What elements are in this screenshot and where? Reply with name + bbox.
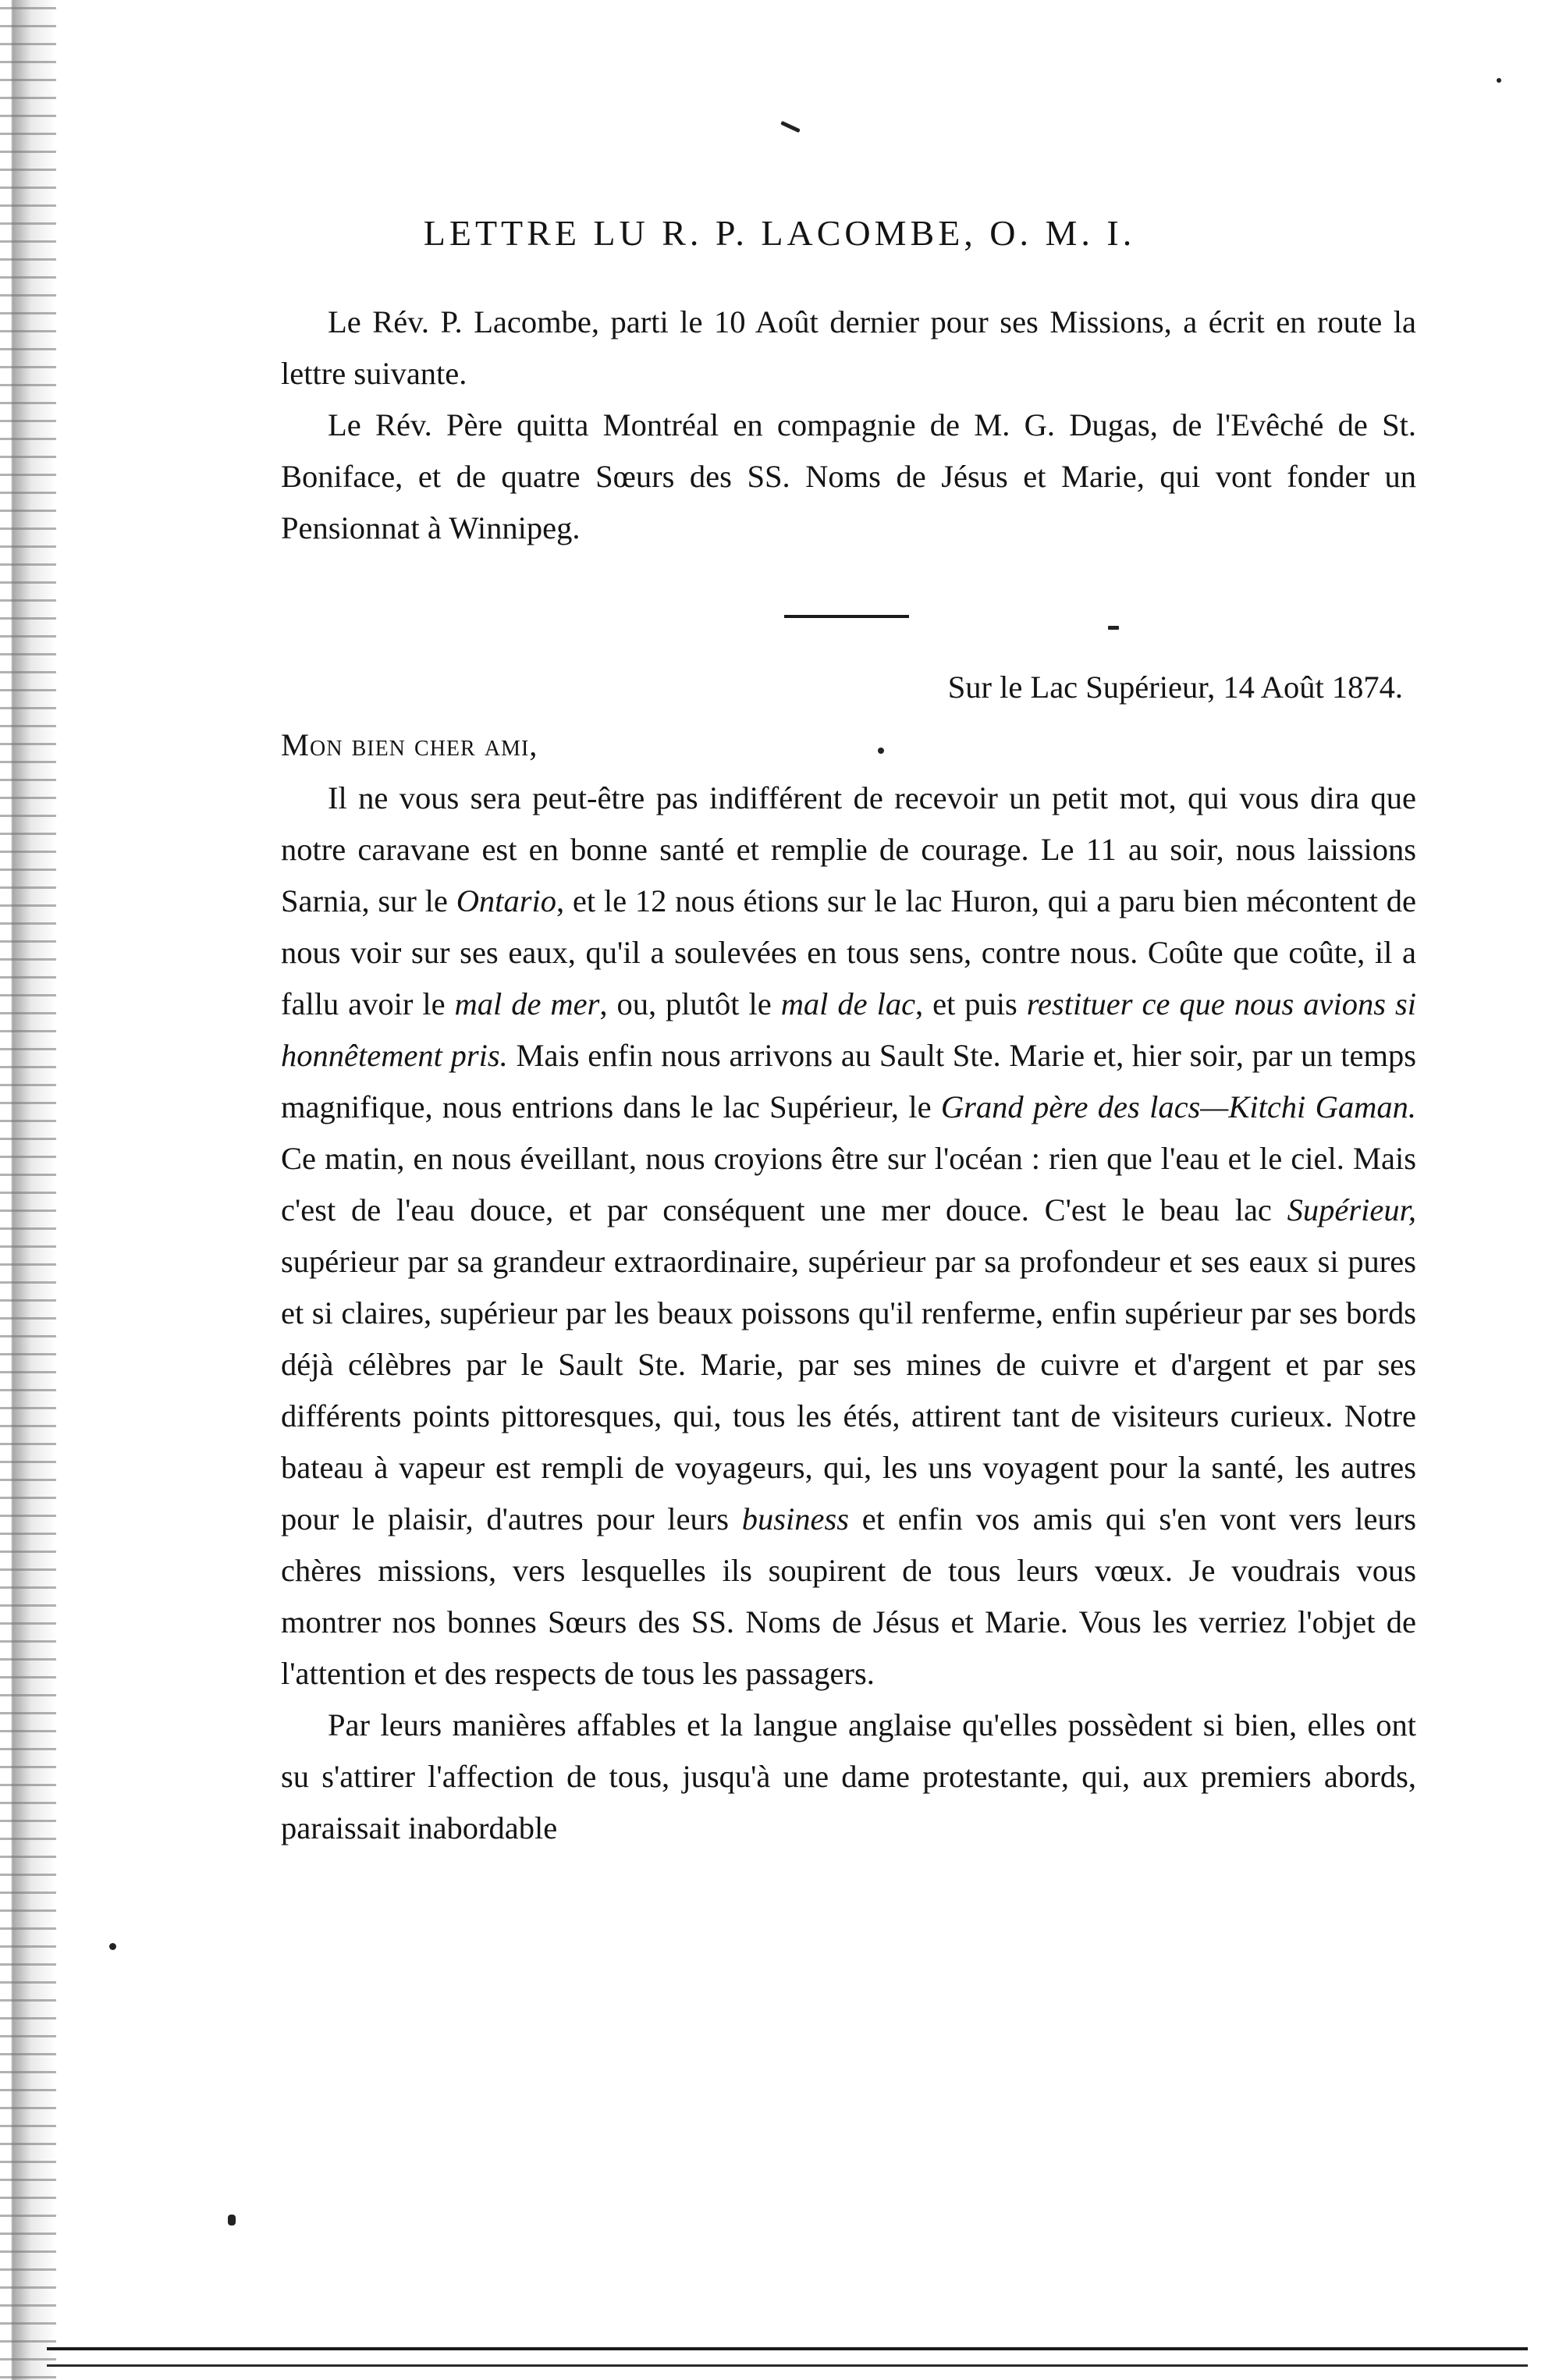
- speck: [228, 2215, 236, 2225]
- salutation: Mon bien cher ami,: [281, 727, 538, 762]
- italic-phrase: restituer ce que nous avions si honnêtement pris.: [281, 986, 1416, 1073]
- body-text: , et puis: [915, 986, 1027, 1021]
- body-text: et enfin vos amis qui s'en vont vers leurs chères missions, vers lesquelles ils soupirent de tous leurs vœux. Je voudrais vous montrer nos bonnes Sœurs des SS. Noms de Jésus et Marie. Vous les verriez l'objet de l'attention et des respects de tous les passagers.: [281, 1501, 1416, 1691]
- body-text: supérieur par sa grandeur extraordinaire, supérieur par sa profondeur et ses eaux si pures et si claires, supérieur par les beaux poissons qu'il renferme, enfin supérieur par ses bords déjà célèbres par le Sault Ste. Marie, par ses mines de cuivre et d'argent et par ses différents points pittoresques, qui, tous les étés, attirent tant de visiteurs curieux. Notre bateau à vapeur est rempli de voyageurs, qui, les uns voyagent pour la santé, les autres pour le plaisir, d'autres pour leurs: [281, 1244, 1416, 1536]
- speck: [878, 748, 884, 754]
- section-divider: [784, 615, 909, 618]
- dateline: Sur le Lac Supérieur, 14 Août 1874.: [947, 670, 1403, 705]
- bottom-rule: [47, 2347, 1528, 2350]
- intro-paragraph: Le Rév. P. Lacombe, parti le 10 Août dernier pour ses Missions, a écrit en route la lettre suivante.: [281, 304, 1416, 391]
- italic-phrase: Grand père des lacs—Kitchi Gaman.: [940, 1089, 1416, 1124]
- page-title: LETTRE LU R. P. LACOMBE, O. M. I.: [423, 213, 1136, 253]
- binding-edge: [0, 0, 56, 2380]
- body-paragraph: Par leurs manières affables et la langue anglaise qu'elles possèdent si bien, elles ont su s'attirer l'affection de tous, jusqu'à une dame protestante, qui, aux premiers abords, paraissait inabordable: [281, 1707, 1416, 1845]
- intro-note: [281, 297, 1416, 554]
- intro-paragraph: Le Rév. Père quitta Montréal en compagnie de M. G. Dugas, de l'Evêché de St. Boniface, et de quatre Sœurs des SS. Noms de Jésus et Marie, qui vont fonder un Pensionnat à Winnipeg.: [281, 407, 1416, 545]
- bottom-rule: [47, 2364, 1528, 2367]
- speck: [109, 1943, 116, 1950]
- body-text: Ce matin, en nous éveillant, nous croyions être sur l'océan : rien que l'eau et le ciel. Mais c'est de l'eau douce, et par conséquent une mer douce. C'est le beau lac: [281, 1141, 1416, 1227]
- speck: [1108, 626, 1119, 630]
- italic-phrase: mal de lac: [780, 986, 916, 1021]
- italic-phrase: Supérieur,: [1287, 1192, 1416, 1227]
- body-text: , et le 12 nous étions sur le lac Huron, qui a paru bien mécontent de nous voir sur ses eaux, qu'il a soulevées en tous sens, contre nous. Coûte que coûte, il a fallu avoir le: [281, 883, 1416, 1021]
- speck: [1497, 78, 1501, 83]
- ship-name: Ontario: [456, 883, 556, 918]
- body-text: Il ne vous sera peut-être pas indifférent de recevoir un petit mot, qui vous dira que notre caravane est en bonne santé et remplie de courage. Le 11 au soir, nous laissions Sarnia, sur le: [281, 780, 1416, 918]
- body-paragraph: [281, 773, 1416, 1700]
- body-text: Mais enfin nous arrivons au Sault Ste. Marie et, hier soir, par un temps magnifique, nous entrions dans le lac Supérieur, le: [281, 1038, 1416, 1124]
- speck: [780, 121, 801, 133]
- letter-body: [281, 773, 1416, 1854]
- body-text: , ou, plutôt le: [599, 986, 781, 1021]
- italic-phrase: business: [741, 1501, 850, 1536]
- italic-phrase: mal de mer: [454, 986, 600, 1021]
